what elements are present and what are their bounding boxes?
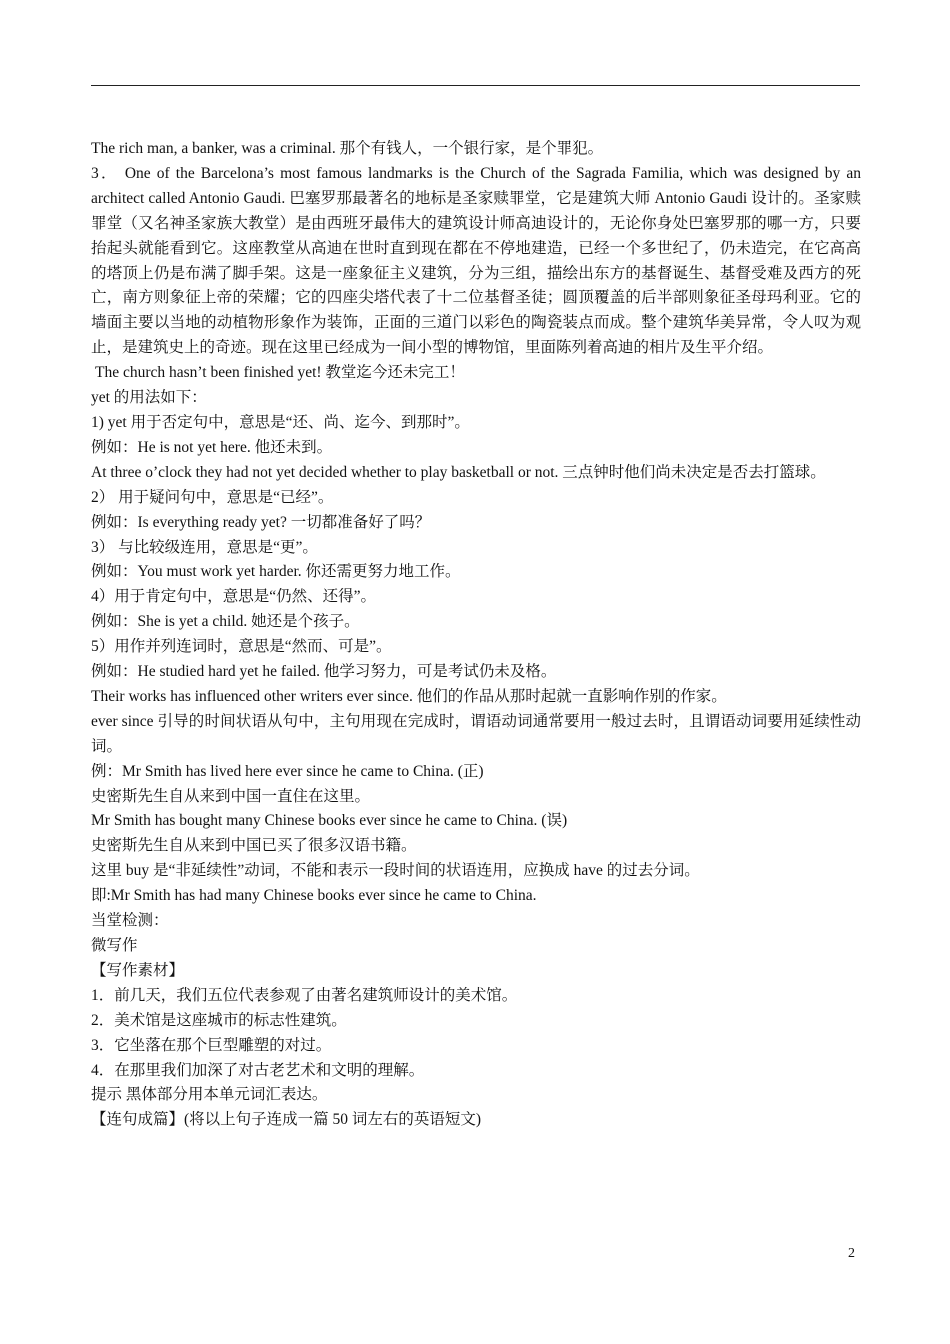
example-line: At three o’clock they had not yet decided whether to play basketball or not. 三点钟时他们尚未决定是否去打篮球。 <box>91 463 826 481</box>
example-line: 例如：Is everything ready yet? 一切都准备好了吗？ <box>91 513 431 531</box>
example-line: 例如：She is yet a child. 她还是个孩子。 <box>91 613 360 631</box>
text-line: 2） 用于疑问句中，意思是“已经”。 <box>91 488 334 506</box>
paragraph-gaudi: 3． One of the Barcelona’s most famous landmarks is the Church of the Sagrada Familia, which was designed by an architect called Antonio Gaudi. 巴塞罗那最著名的地标是圣家赎罪堂，它是建筑大师 Antonio Gaudi 设计的。圣家赎罪堂（又名神圣家族大教堂）是由西班牙最伟大的建筑设计师高迪设计的，无论你身处巴塞罗那的哪一方，只要抬起头就能看到它。这座教堂从高迪在世时直到现在都在不停地建造，已经一个多世纪了，仍未造完，在它高高的塔顶上仍是布满了脚手架。这是一座象征主义建筑，分为三组，描绘出东方的基督诞生、基督受难及西方的死亡，南方则象征上帝的荣耀；它的四座尖塔代表了十二位基督圣徒；圆顶覆盖的后半部则象征圣母玛利亚。它的墙面主要以当地的动植物形象作为装饰，正面的三道门以彩色的陶瓷装点而成。整个建筑华美异常，令人叹为观止，是建筑史上的奇迹。现在这里已经成为一间小型的博物馆，里面陈列着高迪的相片及生平介绍。 <box>91 164 861 357</box>
example-line: Mr Smith has bought many Chinese books ever since he came to China. (误) <box>91 812 568 830</box>
text-line: ever since 引导的时间状语从句中，主句用现在完成时，谓语动词通常要用一般过去时，且谓语动词要用延续性动词。 <box>91 712 861 755</box>
list-item: 4．在那里我们加深了对古老艺术和文明的理解。 <box>91 1061 425 1079</box>
example-line: 例如：You must work yet harder. 你还需更努力地工作。 <box>91 563 461 581</box>
page-number: 2 <box>848 1246 855 1261</box>
text-line: The rich man, a banker, was a criminal. 那个有钱人，一个银行家，是个罪犯。 <box>91 140 604 157</box>
example-line: 例如：He is not yet here. 他还未到。 <box>91 438 333 456</box>
text-line: 即:Mr Smith has had many Chinese books ever since he came to China. <box>91 887 537 905</box>
example-line: 例：Mr Smith has lived here ever since he came to China. (正) <box>91 762 484 780</box>
text-line: The church hasn’t been finished yet! 教堂迄今还未完工！ <box>95 364 465 382</box>
list-item: 3．它坐落在那个巨型雕塑的对过。 <box>91 1036 332 1054</box>
section-heading: 微写作 <box>91 937 138 954</box>
list-item: 2．美术馆是这座城市的标志性建筑。 <box>91 1011 347 1029</box>
text-line: 5）用作并列连词时，意思是“然而、可是”。 <box>91 638 392 656</box>
text-line: yet 的用法如下： <box>91 389 207 407</box>
text-line: Their works has influenced other writers ever since. 他们的作品从那时起就一直影响作别的作家。 <box>91 687 727 705</box>
text-line: 3） 与比较级连用，意思是“更”。 <box>91 538 318 556</box>
text-line: 史密斯先生自从来到中国已买了很多汉语书籍。 <box>91 837 417 855</box>
document-body <box>91 137 861 1133</box>
header-rule <box>91 85 860 86</box>
list-item: 1．前几天，我们五位代表参观了由著名建筑师设计的美术馆。 <box>91 986 518 1004</box>
section-heading: 【写作素材】 <box>91 961 185 979</box>
text-line: 4）用于肯定句中，意思是“仍然、还得”。 <box>91 588 377 606</box>
text-line: 史密斯先生自从来到中国一直住在这里。 <box>91 787 371 805</box>
section-heading: 当堂检测： <box>91 912 169 930</box>
example-line: 例如：He studied hard yet he failed. 他学习努力，可是考试仍未及格。 <box>91 663 557 681</box>
hint-line: 提示 黑体部分用本单元词汇表达。 <box>91 1086 328 1104</box>
section-heading: 【连句成篇】(将以上句子连成一篇 50 词左右的英语短文) <box>91 1111 482 1129</box>
text-line: 这里 buy 是“非延续性”动词，不能和表示一段时间的状语连用，应换成 have 的过去分词。 <box>91 862 700 880</box>
text-line: 1) yet 用于否定句中，意思是“还、尚、迄今、到那时”。 <box>91 413 470 431</box>
